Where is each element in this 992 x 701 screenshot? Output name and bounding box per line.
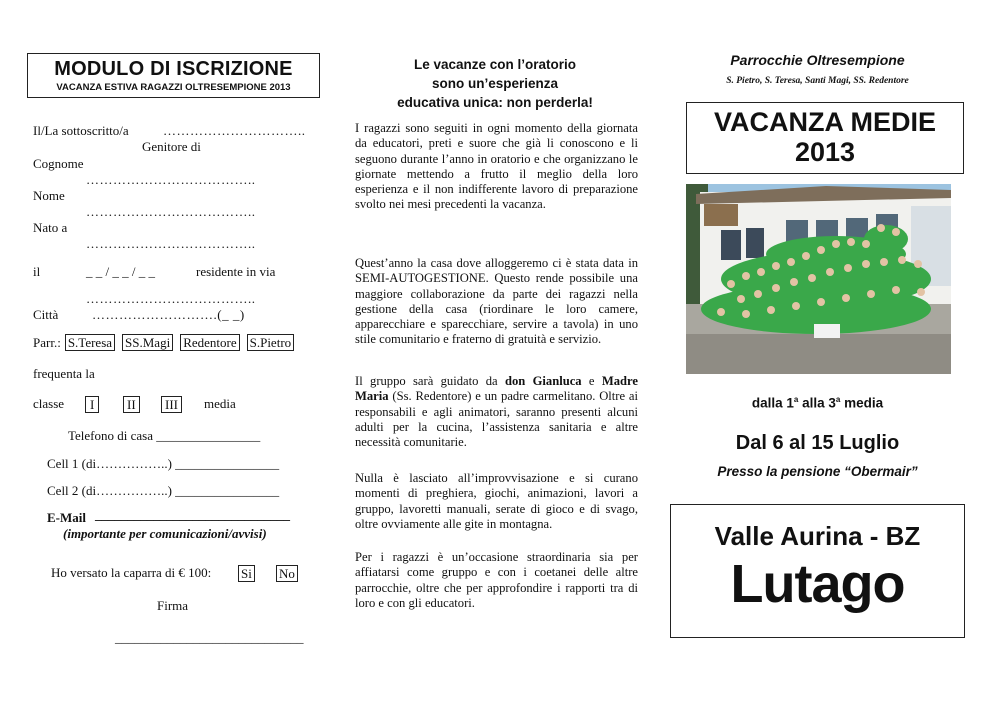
classi-to: alla 3 xyxy=(798,395,836,411)
firma-line[interactable]: _____________________________ xyxy=(115,630,304,645)
vacanza-dates: Dal 6 al 15 Luglio xyxy=(735,432,900,454)
media-label: media xyxy=(204,396,236,411)
cognome-field[interactable]: ……………………………….. xyxy=(86,172,256,187)
cognome-label: Cognome xyxy=(33,156,84,171)
nome-field[interactable]: ……………………………….. xyxy=(86,204,256,219)
classi-from: dalla 1 xyxy=(751,395,794,411)
paragraph-autogestione: Quest’anno la casa dove alloggeremo ci è stata data in SEMI-AUTOGESTIONE. Questo rende possibile una maggiore collaborazione da parte dei ragazzi nella gestione della casa (riordinare le loro camere, apparecchiare e sparecchiare, servire a tavola) in uno stile comunitario e fraterno di gratuità e servizio. xyxy=(355,256,638,347)
nome-label: Nome xyxy=(33,188,65,203)
location-box xyxy=(670,504,965,638)
parrocchia-row xyxy=(33,334,294,352)
classe-option-2[interactable]: II xyxy=(123,396,140,413)
parr-option-ssmagi[interactable]: SS.Magi xyxy=(122,334,173,351)
firma-label: Firma xyxy=(157,598,189,613)
parr-option-steresa[interactable]: S.Teresa xyxy=(65,334,115,351)
classe-option-1[interactable]: I xyxy=(85,396,99,413)
location-name: Lutago xyxy=(730,554,905,614)
paragraph-occasione: Per i ragazzi è un’occasione straordinaria sia per affiatarsi come gruppo e con i coetanei delle altre parrocchie, oltre che per approfondire i rapporti tra di loro e con gli educatori. xyxy=(355,550,638,610)
middle-heading xyxy=(352,55,638,112)
genitore-label: Genitore di xyxy=(142,139,201,154)
guide-name-gianluca: don Gianluca xyxy=(504,374,582,388)
cell1-field[interactable]: Cell 1 (di……………..) ________________ xyxy=(47,456,280,471)
parr-option-spietro[interactable]: S.Pietro xyxy=(247,334,295,351)
form-title: MODULO DI ISCRIZIONE xyxy=(54,58,293,80)
paragraph-attivita: Nulla è lasciato all’improvvisazione e si curano momenti di preghiera, giochi, animazioni, lavori a gruppo, lavoretti manuali, serate di gioco e di svago, oltre ovviamente alle gite in montagna. xyxy=(355,471,638,531)
email-label: E-Mail xyxy=(47,510,86,525)
email-note: (importante per comunicazioni/avvisi) xyxy=(63,526,267,541)
sottoscritto-field[interactable]: ………………………….. xyxy=(163,123,306,138)
paragraph-educatori: I ragazzi sono seguiti in ogni momento della giornata da educatori, preti e suore che già li conoscono e li seguono durante l’anno in oratorio e che organizzano le giornate mettendo a frutto il meglio della loro esperienza e il non indifferente lavoro di preparazione svolto nei mesi precedenti la vacanza. xyxy=(355,121,638,212)
vacanza-title-box xyxy=(686,102,964,174)
cell2-field[interactable]: Cell 2 (di……………..) ________________ xyxy=(47,483,280,498)
classi-media: media xyxy=(840,395,884,411)
valle-label: Valle Aurina - BZ xyxy=(714,521,921,551)
caparra-no-option[interactable]: No xyxy=(276,565,298,582)
parr-label: Parr.: xyxy=(33,335,61,350)
citta-field[interactable]: ……………………….(_ _) xyxy=(92,307,245,322)
form-subtitle: VACANZA ESTIVA RAGAZZI OLTRESEMPIONE 2013 xyxy=(56,82,291,93)
classi-range xyxy=(670,395,965,411)
guide-text-a: Il gruppo sarà guidato da xyxy=(355,374,505,388)
middle-heading-line3: educativa unica: non perderla! xyxy=(397,95,593,110)
classe-label: classe xyxy=(33,396,65,411)
telefono-field[interactable]: Telefono di casa ________________ xyxy=(68,428,261,443)
date-field[interactable]: _ _ / _ _ / _ _ xyxy=(86,264,155,279)
middle-heading-line1: Le vacanze con l’oratorio xyxy=(413,57,577,72)
parrocchie-heading: Parrocchie Oltresempione xyxy=(730,52,905,68)
guide-text-e: (Ss. Redentore) e un padre carmelitano. Oltre ai responsabili e agli animatori, saranno presenti alcuni adulti per la cucina, l’assistenza sanitaria e altre necessità comunitarie. xyxy=(355,389,638,450)
caparra-label: Ho versato la caparra di € 100: xyxy=(51,565,212,580)
classi-sup1: a xyxy=(793,395,799,404)
classi-sup2: a xyxy=(835,395,841,404)
nato-label: Nato a xyxy=(33,220,68,235)
middle-heading-line2: sono un’esperienza xyxy=(431,76,559,91)
residente-label: residente in via xyxy=(196,264,276,279)
via-field[interactable]: ……………………………….. xyxy=(86,291,256,306)
paragraph-guide xyxy=(355,374,638,450)
frequenta-label: frequenta la xyxy=(33,366,95,381)
group-photo-image xyxy=(686,184,951,374)
sottoscritto-label: Il/La sottoscritto/a xyxy=(33,123,129,138)
form-title-box xyxy=(27,53,320,98)
caparra-si-option[interactable]: Si xyxy=(238,565,255,582)
parrocchie-list: S. Pietro, S. Teresa, Santi Magi, SS. Redentore xyxy=(726,76,909,86)
citta-label: Città xyxy=(33,307,59,322)
il-label: il xyxy=(33,264,41,279)
vacanza-year: 2013 xyxy=(794,137,856,167)
email-field[interactable]: ______________________________ xyxy=(95,507,290,522)
parr-option-redentore[interactable]: Redentore xyxy=(180,334,239,351)
classe-option-3[interactable]: III xyxy=(161,396,182,413)
guide-text-c: e xyxy=(581,374,602,388)
guide-name-maria: Madre Maria xyxy=(355,374,638,404)
vacanza-title: VACANZA MEDIE xyxy=(714,107,936,137)
group-photo xyxy=(686,184,951,374)
pensione-text: Presso la pensione “Obermair” xyxy=(717,464,918,479)
nato-field[interactable]: ……………………………….. xyxy=(86,236,256,251)
